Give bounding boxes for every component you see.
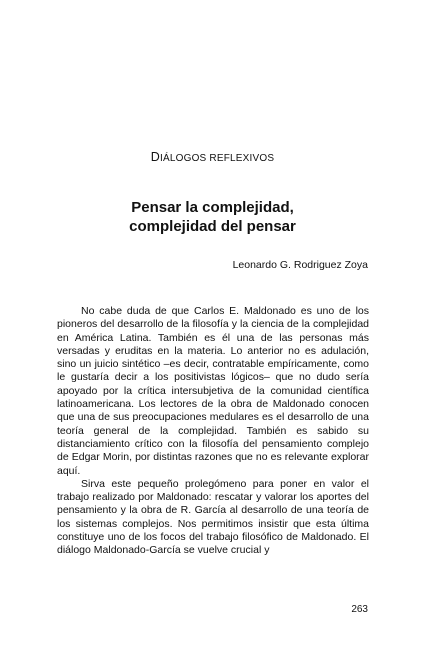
article-title-line-1: Pensar la complejidad, bbox=[131, 199, 294, 216]
paragraph-2: Sirva este pequeño prolegómeno para poner en valor el trabajo realizado por Maldonado: rescatar y valorar los aportes del pensamiento y la obra de R. García al desarrollo de una teoría de los sistemas complejos. Nos permitimos insistir que esta última constituye uno de los focos del trabajo filosófico de Maldonado. El diálogo Maldonado-García se vuelve crucial y bbox=[57, 477, 369, 557]
author-name: Leonardo G. Rodriguez Zoya bbox=[232, 259, 368, 271]
section-heading-initial: D bbox=[150, 150, 161, 164]
page-number: 263 bbox=[351, 604, 368, 615]
section-heading bbox=[0, 150, 425, 164]
section-heading-rest: IÁLOGOS REFLEXIVOS bbox=[160, 153, 275, 164]
paragraph-1: No cabe duda de que Carlos E. Maldonado es uno de los pioneros del desarrollo de la filosofía y la ciencia de la complejidad en América Latina. También es él una de las personas más versadas y eruditas en la materia. Lo anterior no es adulación, sino un juicio sintético –es decir, contratable empíricamente, como le gustaría decir a los positivistas lógicos– que no dudo sería apoyado por la crítica intersubjetiva de la comunidad científica latinoamericana. Los lectores de la obra de Maldonado conocen que una de sus preocupaciones medulares es el desarrollo de una teoría general de la complejidad. También es sabido su distanciamiento crítico con la filosofía del pensamiento complejo de Edgar Morin, por distintas razones que no es relevante explorar aquí. bbox=[57, 305, 369, 477]
article-title bbox=[0, 198, 425, 236]
body-text bbox=[57, 305, 369, 558]
article-title-line-2: complejidad del pensar bbox=[129, 218, 296, 235]
